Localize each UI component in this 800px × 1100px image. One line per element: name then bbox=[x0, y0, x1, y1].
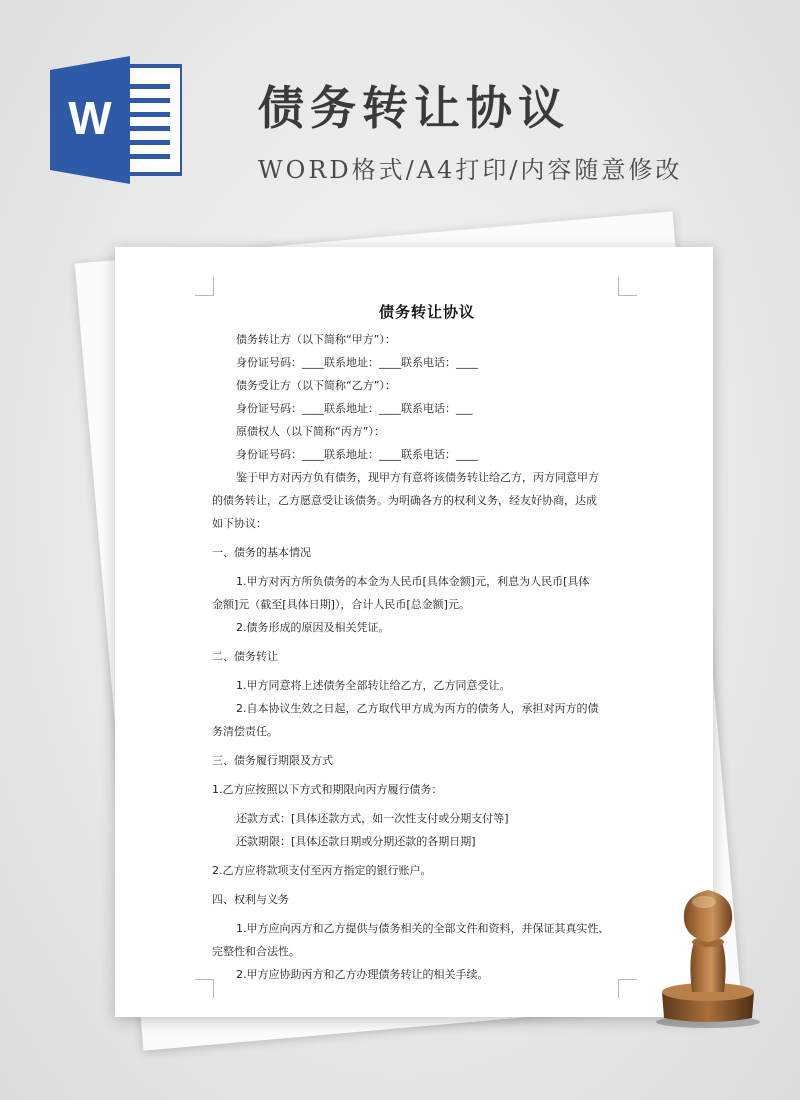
crop-mark-top-right bbox=[618, 277, 637, 296]
party-line: 原债权人（以下简称“丙方”）： bbox=[236, 425, 385, 438]
section-heading: 一、债务的基本情况 bbox=[212, 546, 311, 559]
document-body bbox=[212, 301, 622, 986]
clause-line: 完整性和合法性。 bbox=[212, 945, 300, 958]
repayment-period: 还款期限：[具体还款日期或分期还款的各期日期] bbox=[236, 835, 476, 848]
crop-mark-top-left bbox=[195, 277, 214, 296]
word-document-icon bbox=[50, 56, 182, 184]
document-title: 债务转让协议 bbox=[378, 303, 475, 321]
party-line: 身份证号码：____联系地址：____联系电话：___ bbox=[236, 402, 473, 415]
preamble-line: 的债务转让，乙方愿意受让该债务。为明确各方的权利义务，经友好协商，达成 bbox=[212, 494, 597, 507]
preamble-line: 鉴于甲方对丙方负有债务，现甲方有意将该债务转让给乙方，丙方同意甲方 bbox=[236, 471, 599, 484]
banner-title: 债务转让协议 bbox=[258, 81, 570, 135]
section-heading: 三、债务履行期限及方式 bbox=[212, 754, 333, 767]
party-line: 债务转让方（以下简称“甲方”）： bbox=[236, 333, 396, 346]
banner bbox=[0, 0, 800, 210]
word-icon-letter: W bbox=[68, 92, 112, 144]
clause-line: 1.乙方应按照以下方式和期限向丙方履行债务： bbox=[212, 783, 443, 796]
clause-line: 2.债务形成的原因及相关凭证。 bbox=[236, 621, 390, 634]
clause-line: 金额]元（截至[具体日期]），合计人民币[总金额]元。 bbox=[212, 598, 470, 611]
clause-line: 1.甲方对丙方所负债务的本金为人民币[具体金额]元，利息为人民币[具体 bbox=[236, 575, 590, 588]
banner-subtitle: WORD格式/A4打印/内容随意修改 bbox=[258, 156, 683, 184]
repayment-method: 还款方式：[具体还款方式，如一次性支付或分期支付等] bbox=[236, 812, 509, 825]
clause-line: 2.自本协议生效之日起，乙方取代甲方成为丙方的债务人，承担对丙方的债 bbox=[236, 702, 599, 715]
party-line: 身份证号码：____联系地址：____联系电话：____ bbox=[236, 448, 478, 461]
party-line: 身份证号码：____联系地址：____联系电话：____ bbox=[236, 356, 478, 369]
clause-line: 务清偿责任。 bbox=[212, 725, 278, 738]
section-heading: 二、债务转让 bbox=[212, 650, 278, 663]
clause-line: 2.乙方应将款项支付至丙方指定的银行账户。 bbox=[212, 864, 432, 877]
clause-line: 1.甲方应向丙方和乙方提供与债务相关的全部文件和资料，并保证其真实性、 bbox=[236, 922, 610, 935]
wooden-seal-stamp-icon bbox=[648, 880, 770, 1030]
clause-line: 2.甲方应协助丙方和乙方办理债务转让的相关手续。 bbox=[236, 968, 489, 981]
section-heading: 四、权利与义务 bbox=[212, 893, 289, 906]
document-page bbox=[115, 247, 713, 1017]
clause-line: 1.甲方同意将上述债务全部转让给乙方，乙方同意受让。 bbox=[236, 679, 511, 692]
preamble-line: 如下协议： bbox=[212, 517, 267, 530]
party-line: 债务受让方（以下简称“乙方”）： bbox=[236, 379, 396, 392]
